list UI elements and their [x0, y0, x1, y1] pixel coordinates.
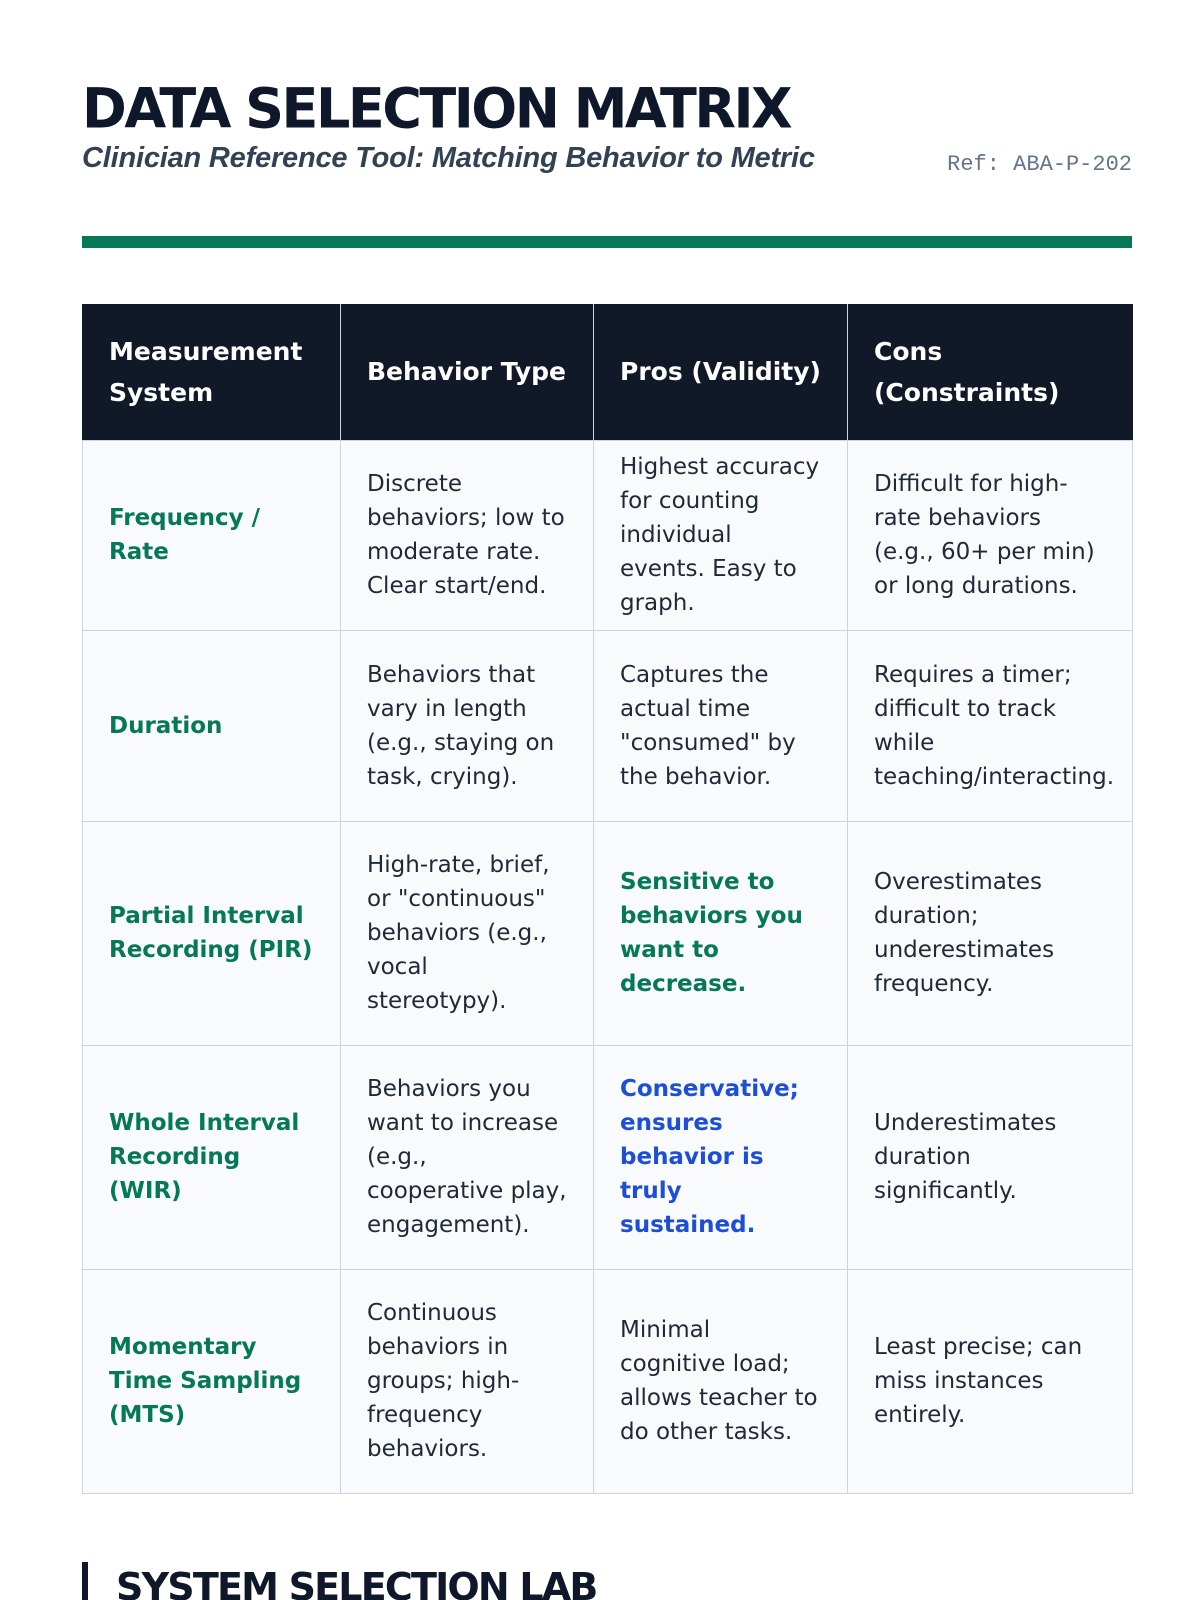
- cell-pros: Highest accuracy for counting individual events. Easy to graph.: [594, 440, 848, 630]
- table-row: [83, 1045, 1133, 1269]
- cell-behavior-type: Discrete behaviors; low to moderate rate. Clear start/end.: [341, 440, 594, 630]
- cell-cons: Requires a timer; difficult to track while teaching/interacting.: [848, 630, 1133, 821]
- cell-system: Partial Interval Recording (PIR): [83, 821, 341, 1045]
- table-row: [83, 1269, 1133, 1493]
- table-row: [83, 630, 1133, 821]
- cell-behavior-type: Continuous behaviors in groups; high-frequency behaviors.: [341, 1269, 594, 1493]
- subtitle-row: [82, 142, 1132, 182]
- cell-behavior-type: Behaviors that vary in length (e.g., staying on task, crying).: [341, 630, 594, 821]
- column-header-cons: Cons (Constraints): [848, 304, 1133, 440]
- cell-system: Frequency / Rate: [83, 440, 341, 630]
- cell-cons: Least precise; can miss instances entirely.: [848, 1269, 1133, 1493]
- reference-code: Ref: ABA-P-202: [947, 152, 1132, 178]
- cell-behavior-type: High-rate, brief, or "continuous" behaviors (e.g., vocal stereotypy).: [341, 821, 594, 1045]
- table-row: [83, 821, 1133, 1045]
- cell-behavior-type: Behaviors you want to increase (e.g., cooperative play, engagement).: [341, 1045, 594, 1269]
- cell-system: Whole Interval Recording (WIR): [83, 1045, 341, 1269]
- cell-system: Duration: [83, 630, 341, 821]
- cell-cons: Overestimates duration; underestimates frequency.: [848, 821, 1133, 1045]
- page-title: DATA SELECTION MATRIX: [82, 76, 791, 141]
- cell-pros: Minimal cognitive load; allows teacher to do other tasks.: [594, 1269, 848, 1493]
- header-divider: [82, 236, 1132, 248]
- column-header-measurement-system: Measurement System: [83, 304, 341, 440]
- cell-pros: Captures the actual time "consumed" by the behavior.: [594, 630, 848, 821]
- page-subtitle: Clinician Reference Tool: Matching Behavior to Metric: [82, 142, 815, 175]
- cell-system: Momentary Time Sampling (MTS): [83, 1269, 341, 1493]
- cell-pros-highlight: Sensitive to behaviors you want to decrease.: [594, 821, 848, 1045]
- cell-cons: Underestimates duration significantly.: [848, 1045, 1133, 1269]
- section-title: SYSTEM SELECTION LAB: [116, 1565, 597, 1600]
- page-header: [82, 78, 1132, 182]
- table-row: [83, 440, 1133, 630]
- column-header-behavior-type: Behavior Type: [341, 304, 594, 440]
- table-header-row: [83, 304, 1133, 440]
- column-header-pros: Pros (Validity): [594, 304, 848, 440]
- section-heading: [82, 1562, 597, 1600]
- cell-pros-highlight: Conservative; ensures behavior is truly sustained.: [594, 1045, 848, 1269]
- cell-cons: Difficult for high-rate behaviors (e.g., 60+ per min) or long durations.: [848, 440, 1133, 630]
- data-selection-table: [82, 304, 1133, 1494]
